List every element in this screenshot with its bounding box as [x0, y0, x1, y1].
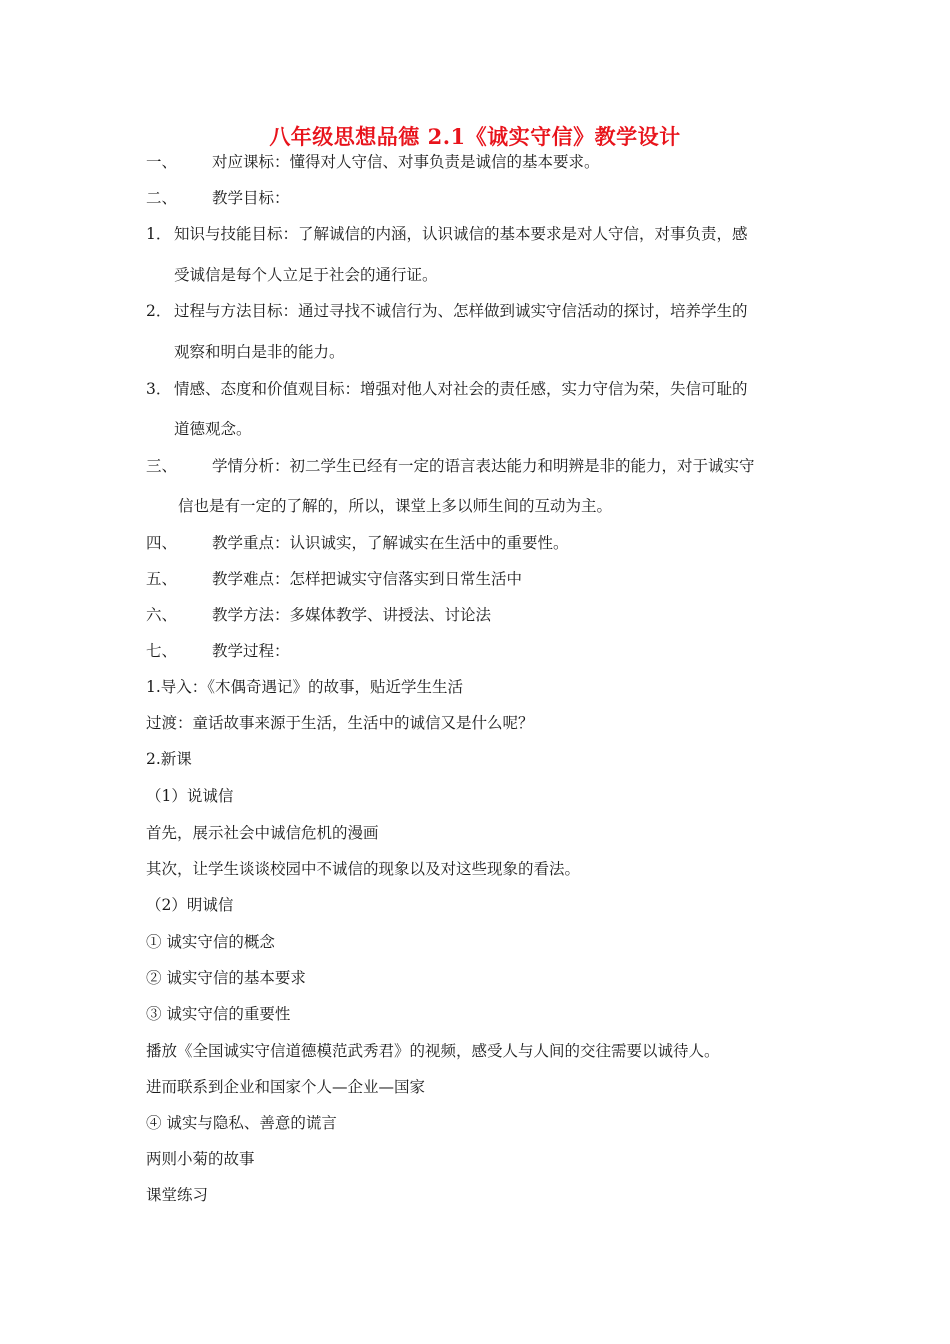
- section-7: [146, 640, 290, 662]
- paragraph-video: 播放《全国诚实守信道德模范武秀君》的视频，感受人与人间的交往需要以诚待人。: [146, 1042, 720, 1060]
- paragraph-exercise: 课堂练习: [146, 1186, 209, 1204]
- paragraph-point-4: ④ 诚实与隐私、善意的谎言: [146, 1114, 337, 1132]
- section-4-text: 教学重点：认识诚实，了解诚实在生活中的重要性。: [212, 534, 569, 552]
- goal-1-line-2: 受诚信是每个人立足于社会的通行证。: [174, 266, 438, 284]
- goal-2-number: 2．: [146, 302, 172, 320]
- goal-2-line-2: 观察和明白是非的能力。: [174, 343, 345, 361]
- section-5-text: 教学难点：怎样把诚实守信落实到日常生活中: [212, 570, 523, 588]
- section-3-text-a: 学情分析：初二学生已经有一定的语言表达能力和明辨是非的能力，对于诚实守: [212, 457, 755, 475]
- paragraph-point-1: ① 诚实守信的概念: [146, 933, 275, 951]
- section-1-text: 对应课标：懂得对人守信、对事负责是诚信的基本要求。: [212, 153, 600, 171]
- section-1-number: 一、: [146, 153, 178, 171]
- section-6: [146, 604, 491, 626]
- goal-3-text-a: 情感、态度和价值观目标：增强对他人对社会的责任感，实力守信为荣，失信可耻的: [174, 380, 748, 398]
- paragraph-point-2: ② 诚实守信的基本要求: [146, 969, 306, 987]
- section-7-number: 七、: [146, 642, 178, 660]
- goal-1-text-a: 知识与技能目标：了解诚信的内涵，认识诚信的基本要求是对人守信，对事负责，感: [174, 225, 748, 243]
- goal-3-line-2: 道德观念。: [174, 420, 252, 438]
- section-3-number: 三、: [146, 457, 178, 475]
- document-title: 八年级思想品德 2.1《诚实守信》教学设计: [269, 124, 681, 149]
- section-5-number: 五、: [146, 570, 178, 588]
- paragraph-transition: 过渡：童话故事来源于生活，生活中的诚信又是什么呢？: [146, 714, 534, 732]
- paragraph-connection: 进而联系到企业和国家个人—企业—国家: [146, 1078, 426, 1096]
- goal-1-number: 1．: [146, 225, 172, 243]
- section-2-text: 教学目标：: [212, 189, 290, 207]
- paragraph-second: 其次，让学生谈谈校园中不诚信的现象以及对这些现象的看法。: [146, 860, 581, 878]
- section-7-text: 教学过程：: [212, 642, 290, 660]
- section-2-number: 二、: [146, 189, 178, 207]
- section-3-line-1: [146, 455, 755, 477]
- paragraph-new-lesson: 2.新课: [146, 750, 192, 768]
- paragraph-subsection-2: （2）明诚信: [146, 896, 234, 914]
- paragraph-intro: 1.导入：《木偶奇遇记》的故事，贴近学生生活: [146, 678, 464, 696]
- goal-3-number: 3．: [146, 380, 172, 398]
- section-6-text: 教学方法：多媒体教学、讲授法、讨论法: [212, 606, 492, 624]
- section-5: [146, 568, 522, 590]
- goal-1-line-1: [146, 223, 748, 245]
- paragraph-story: 两则小菊的故事: [146, 1150, 255, 1168]
- section-4: [146, 532, 569, 554]
- section-2: [146, 187, 290, 209]
- goal-3-line-1: [146, 378, 748, 400]
- section-6-number: 六、: [146, 606, 178, 624]
- paragraph-point-3: ③ 诚实守信的重要性: [146, 1005, 291, 1023]
- goal-2-text-a: 过程与方法目标：通过寻找不诚信行为、怎样做到诚实守信活动的探讨，培养学生的: [174, 302, 748, 320]
- section-1: [146, 151, 600, 173]
- paragraph-subsection-1: （1）说诚信: [146, 787, 234, 805]
- paragraph-first: 首先，展示社会中诚信危机的漫画: [146, 824, 379, 842]
- goal-2-line-1: [146, 300, 748, 322]
- section-3-line-2: 信也是有一定的了解的，所以，课堂上多以师生间的互动为主。: [178, 497, 613, 515]
- section-4-number: 四、: [146, 534, 178, 552]
